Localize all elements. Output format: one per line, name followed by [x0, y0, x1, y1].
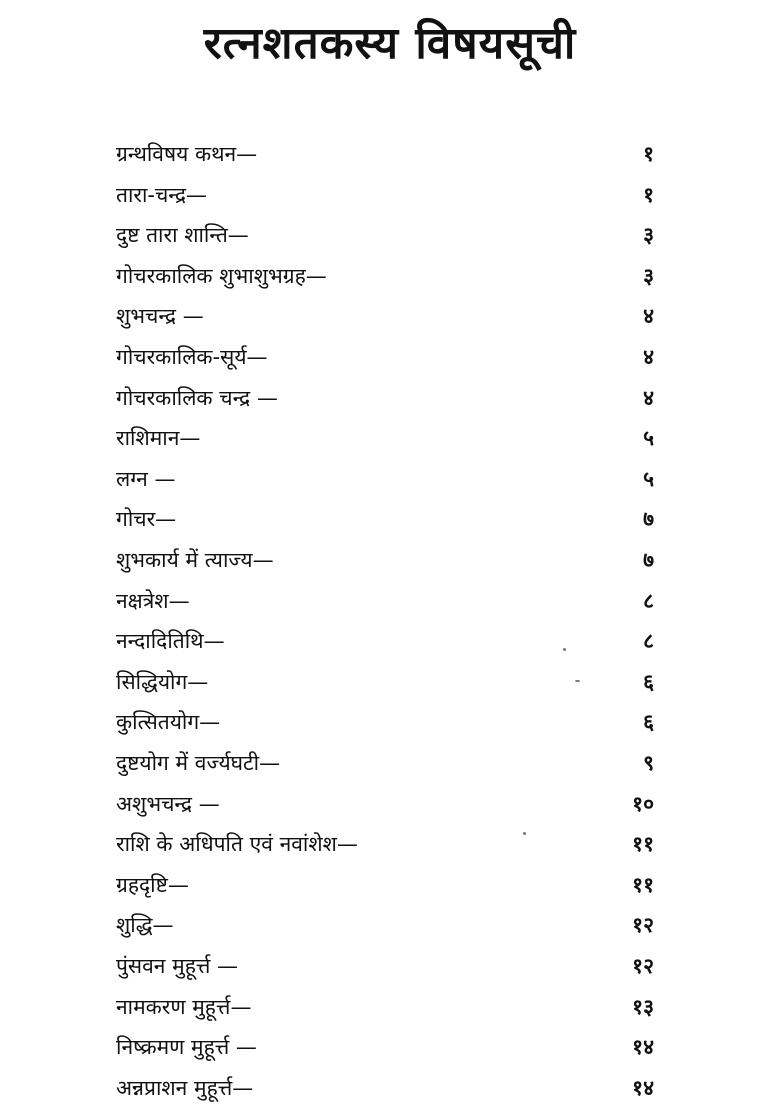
toc-entry-title: नक्षत्रेश— — [116, 588, 190, 613]
toc-entry-title: राशि के अधिपति एवं नवांशेश— — [116, 832, 358, 857]
toc-entry — [0, 865, 780, 905]
toc-entry-title: नन्दादितिथि— — [116, 629, 225, 654]
toc-entry-title: तारा-चन्द्र— — [116, 182, 207, 207]
toc-entry-title: लग्न — — [116, 466, 176, 491]
toc-entry — [0, 824, 780, 864]
toc-entry-page-number: ८ — [643, 629, 654, 654]
toc-entry-page-number: १ — [643, 142, 654, 166]
toc-entry-page-number: १२ — [632, 954, 654, 978]
page-title: रत्नशतकस्य विषयसूची — [203, 18, 577, 69]
toc-entry-title: गोचर— — [116, 507, 177, 532]
toc-entry — [0, 337, 780, 377]
toc-entry — [0, 784, 780, 824]
toc-entry — [0, 459, 780, 499]
toc-entry-page-number: ४ — [643, 385, 654, 410]
toc-entry-title: निष्क्रमण मुहूर्त्त — — [116, 1035, 257, 1060]
toc-entry-title: राशिमान— — [116, 426, 201, 451]
toc-entry — [0, 946, 780, 986]
toc-entry — [0, 418, 780, 458]
toc-entry-page-number: ५ — [643, 466, 654, 491]
toc-entry-title: ग्रहदृष्टि— — [116, 872, 189, 897]
toc-entry-title: शुभकार्य में त्याज्य— — [116, 548, 274, 572]
toc-entry-title: ग्रन्थविषय कथन— — [116, 142, 258, 166]
toc-entry-page-number: ८ — [643, 588, 654, 613]
toc-entry — [0, 540, 780, 580]
toc-entry — [0, 702, 780, 742]
toc-entry-page-number: ५ — [643, 426, 654, 451]
toc-entry-title: गोचरकालिक चन्द्र — — [116, 385, 278, 410]
toc-entry-page-number: ६ — [643, 710, 654, 735]
toc-entry — [0, 1068, 780, 1108]
toc-entry — [0, 378, 780, 418]
toc-entry-page-number: ११ — [632, 832, 654, 857]
toc-entry-page-number: ११ — [632, 872, 654, 897]
toc-entry — [0, 621, 780, 661]
print-speck — [523, 832, 526, 835]
toc-entry-page-number: ६ — [643, 669, 654, 694]
toc-entry-page-number: ४ — [643, 304, 654, 329]
toc-entry-title: पुंसवन मुहूर्त्त — — [116, 954, 239, 978]
toc-entry — [0, 905, 780, 945]
toc-entry-page-number: ४ — [643, 345, 654, 369]
toc-entry-title: दुष्ट तारा शान्ति— — [116, 223, 249, 248]
toc-entry — [0, 499, 780, 539]
toc-entry — [0, 743, 780, 783]
toc-entry — [0, 256, 780, 296]
toc-entry — [0, 134, 780, 174]
toc-entry-title: गोचरकालिक शुभाशुभग्रह— — [116, 263, 327, 288]
toc-entry-title: कुत्सितयोग— — [116, 710, 221, 735]
toc-entry-page-number: ७ — [643, 507, 654, 532]
toc-entry-page-number: ९ — [643, 751, 654, 775]
print-speck — [563, 648, 566, 651]
toc-entry-title: अन्नप्राशन मुहूर्त्त— — [116, 1075, 254, 1100]
toc-entry-page-number: १३ — [632, 994, 654, 1019]
toc-entry-title: दुष्टयोग में वर्ज्यघटी— — [116, 751, 281, 775]
toc-entry — [0, 581, 780, 621]
toc-entry-page-number: ३ — [643, 263, 654, 288]
toc-entry-title: नामकरण मुहूर्त्त— — [116, 994, 252, 1019]
toc-entry-page-number: १४ — [632, 1035, 654, 1060]
toc-entry — [0, 987, 780, 1027]
toc-entry-title: सिद्धियोग— — [116, 669, 209, 694]
toc-entry-title: शुभचन्द्र — — [116, 304, 204, 329]
toc-entry-page-number: १२ — [632, 913, 654, 938]
toc-entry-title: शुद्धि— — [116, 913, 174, 938]
toc-entry-page-number: १ — [643, 182, 654, 207]
toc-entry-page-number: १० — [632, 791, 654, 816]
toc-entry-title: अशुभचन्द्र — — [116, 791, 220, 816]
toc-entry-page-number: १४ — [632, 1075, 654, 1100]
toc-entry-page-number: ७ — [643, 548, 654, 572]
toc-entry — [0, 215, 780, 255]
toc-entry — [0, 296, 780, 336]
toc-entry — [0, 662, 780, 702]
toc-entry-page-number: ३ — [643, 223, 654, 248]
toc-entry-title: गोचरकालिक-सूर्य— — [116, 345, 268, 369]
toc-entry — [0, 1027, 780, 1067]
print-speck — [575, 680, 580, 682]
toc-entry — [0, 175, 780, 215]
